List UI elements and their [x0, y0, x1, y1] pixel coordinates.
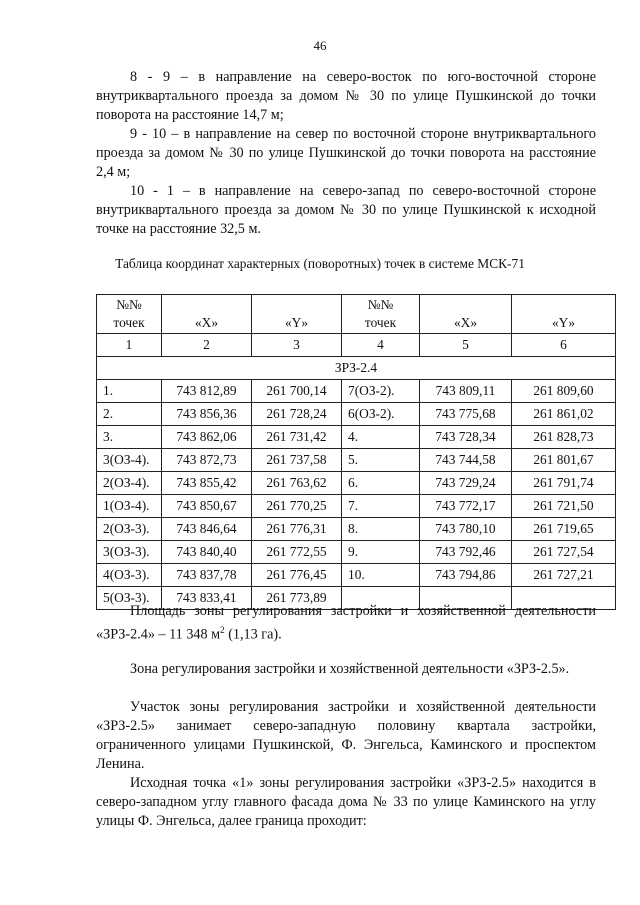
zone-heading-block — [96, 660, 596, 679]
zone-row — [97, 357, 616, 380]
x-coordinate: 743 812,89 — [162, 380, 252, 403]
x-coordinate-2: 743 729,24 — [420, 472, 512, 495]
intro-paragraph-9-10: 9 - 10 – в направление на север по восточной стороне внутриквартального проезда за домом № 30 по улице Пушкинской до точки поворота на расстояние 2,4 м; — [96, 126, 596, 180]
table-row — [97, 472, 616, 495]
page-number: 46 — [313, 38, 327, 53]
y-coordinate-2: 261 727,21 — [512, 564, 616, 587]
column-number: 5 — [420, 334, 512, 357]
point-number: 1(ОЗ-4). — [97, 495, 162, 518]
y-coordinate: 261 737,58 — [252, 449, 342, 472]
point-number-2: 6. — [342, 472, 420, 495]
intro-paragraph-8-9: 8 - 9 – в направление на северо-восток по юго-восточной стороне внутриквартального проезда за домом № 30 по улице Пушкинской до точки поворота на расстояние 14,7 м; — [96, 69, 596, 123]
intro-text — [96, 68, 596, 239]
y-coordinate: 261 776,45 — [252, 564, 342, 587]
table-body — [97, 380, 616, 610]
table-row — [97, 495, 616, 518]
area-paragraph-block — [96, 602, 596, 645]
y-coordinate: 261 763,62 — [252, 472, 342, 495]
y-coordinate-2: 261 721,50 — [512, 495, 616, 518]
area-paragraph: Площадь зоны регулирования застройки и хозяйственной деятельности «ЗРЗ-2.4» – 11 348 $м^2$ (1,13 га). — [96, 603, 596, 643]
table-row — [97, 449, 616, 472]
column-number: 1 — [97, 334, 162, 357]
y-coordinate: 261 773,89 — [252, 587, 342, 610]
point-number-2: 5. — [342, 449, 420, 472]
column-number: 2 — [162, 334, 252, 357]
y-coordinate: 261 776,31 — [252, 518, 342, 541]
header-points-2: №№ точек — [342, 295, 420, 334]
x-coordinate: 743 846,64 — [162, 518, 252, 541]
y-coordinate: 261 731,42 — [252, 426, 342, 449]
x-coordinate-2: 743 809,11 — [420, 380, 512, 403]
point-number-2: 10. — [342, 564, 420, 587]
point-number: 2. — [97, 403, 162, 426]
x-coordinate-2: 743 744,58 — [420, 449, 512, 472]
header-x-2: «X» — [420, 295, 512, 334]
header-y: «Y» — [252, 295, 342, 334]
x-coordinate: 743 872,73 — [162, 449, 252, 472]
point-number-2: 6(ОЗ-2). — [342, 403, 420, 426]
x-coordinate-2: 743 792,46 — [420, 541, 512, 564]
point-number: 5(ОЗ-3). — [97, 587, 162, 610]
x-coordinate: 743 855,42 — [162, 472, 252, 495]
point-number: 3(ОЗ-4). — [97, 449, 162, 472]
table-row — [97, 380, 616, 403]
section-paragraph-1: Участок зоны регулирования застройки и хозяйственной деятельности «ЗРЗ-2.5» занимает северо-западную половину квартала застройки, ограниченного улицами Пушкинской, Ф. Энгельса, Каминского и проспектом Ленина. — [96, 699, 596, 772]
x-coordinate-2: 743 728,34 — [420, 426, 512, 449]
header-x: «X» — [162, 295, 252, 334]
y-coordinate-2: 261 801,67 — [512, 449, 616, 472]
x-coordinate: 743 837,78 — [162, 564, 252, 587]
table-row — [97, 518, 616, 541]
point-number-2: 7. — [342, 495, 420, 518]
x-coordinate: 743 850,67 — [162, 495, 252, 518]
x-coordinate: 743 856,36 — [162, 403, 252, 426]
area-superscript: 2 — [220, 625, 225, 635]
point-number: 3(ОЗ-3). — [97, 541, 162, 564]
column-number: 3 — [252, 334, 342, 357]
x-coordinate-2: 743 772,17 — [420, 495, 512, 518]
header-points: №№ точек — [97, 295, 162, 334]
x-coordinate-2: 743 794,86 — [420, 564, 512, 587]
table-row — [97, 426, 616, 449]
y-coordinate: 261 700,14 — [252, 380, 342, 403]
point-number-2: 8. — [342, 518, 420, 541]
point-number: 3. — [97, 426, 162, 449]
point-number-2: 4. — [342, 426, 420, 449]
coordinates-table — [96, 294, 616, 610]
point-number-2: 7(ОЗ-2). — [342, 380, 420, 403]
x-coordinate-2: 743 780,10 — [420, 518, 512, 541]
y-coordinate-2: 261 719,65 — [512, 518, 616, 541]
point-number: 1. — [97, 380, 162, 403]
intro-paragraph-10-1: 10 - 1 – в направление на северо-запад по северо-восточной стороне внутриквартального проезда за домом № 30 по улице Пушкинской к исходной точке на расстояние 32,5 м. — [96, 183, 596, 237]
x-coordinate: 743 862,06 — [162, 426, 252, 449]
column-number: 6 — [512, 334, 616, 357]
table-header-row — [97, 295, 616, 334]
header-y-2: «Y» — [512, 295, 616, 334]
table-row — [97, 403, 616, 426]
y-coordinate: 261 728,24 — [252, 403, 342, 426]
zone-label: ЗРЗ-2.4 — [97, 357, 616, 380]
y-coordinate-2: 261 791,74 — [512, 472, 616, 495]
y-coordinate-2: 261 861,02 — [512, 403, 616, 426]
x-coordinate: 743 833,41 — [162, 587, 252, 610]
section-text — [96, 698, 596, 831]
y-coordinate-2: 261 809,60 — [512, 380, 616, 403]
x-coordinate: 743 840,40 — [162, 541, 252, 564]
y-coordinate: 261 772,55 — [252, 541, 342, 564]
y-coordinate: 261 770,25 — [252, 495, 342, 518]
y-coordinate-2: 261 727,54 — [512, 541, 616, 564]
y-coordinate-2: 261 828,73 — [512, 426, 616, 449]
column-number: 4 — [342, 334, 420, 357]
table-row — [97, 564, 616, 587]
section-paragraph-2: Исходная точка «1» зоны регулирования застройки «ЗРЗ-2.5» находится в северо-западном углу главного фасада дома № 33 по улице Каминского на углу улицы Ф. Энгельса, далее граница проходит: — [96, 775, 596, 829]
table-caption: Таблица координат характерных (поворотных) точек в системе МСК-71 — [115, 256, 525, 271]
point-number: 4(ОЗ-3). — [97, 564, 162, 587]
zone-heading: Зона регулирования застройки и хозяйственной деятельности «ЗРЗ-2.5». — [130, 661, 570, 677]
column-number-row — [97, 334, 616, 357]
point-number: 2(ОЗ-4). — [97, 472, 162, 495]
x-coordinate-2: 743 775,68 — [420, 403, 512, 426]
point-number: 2(ОЗ-3). — [97, 518, 162, 541]
table-row — [97, 541, 616, 564]
point-number-2: 9. — [342, 541, 420, 564]
